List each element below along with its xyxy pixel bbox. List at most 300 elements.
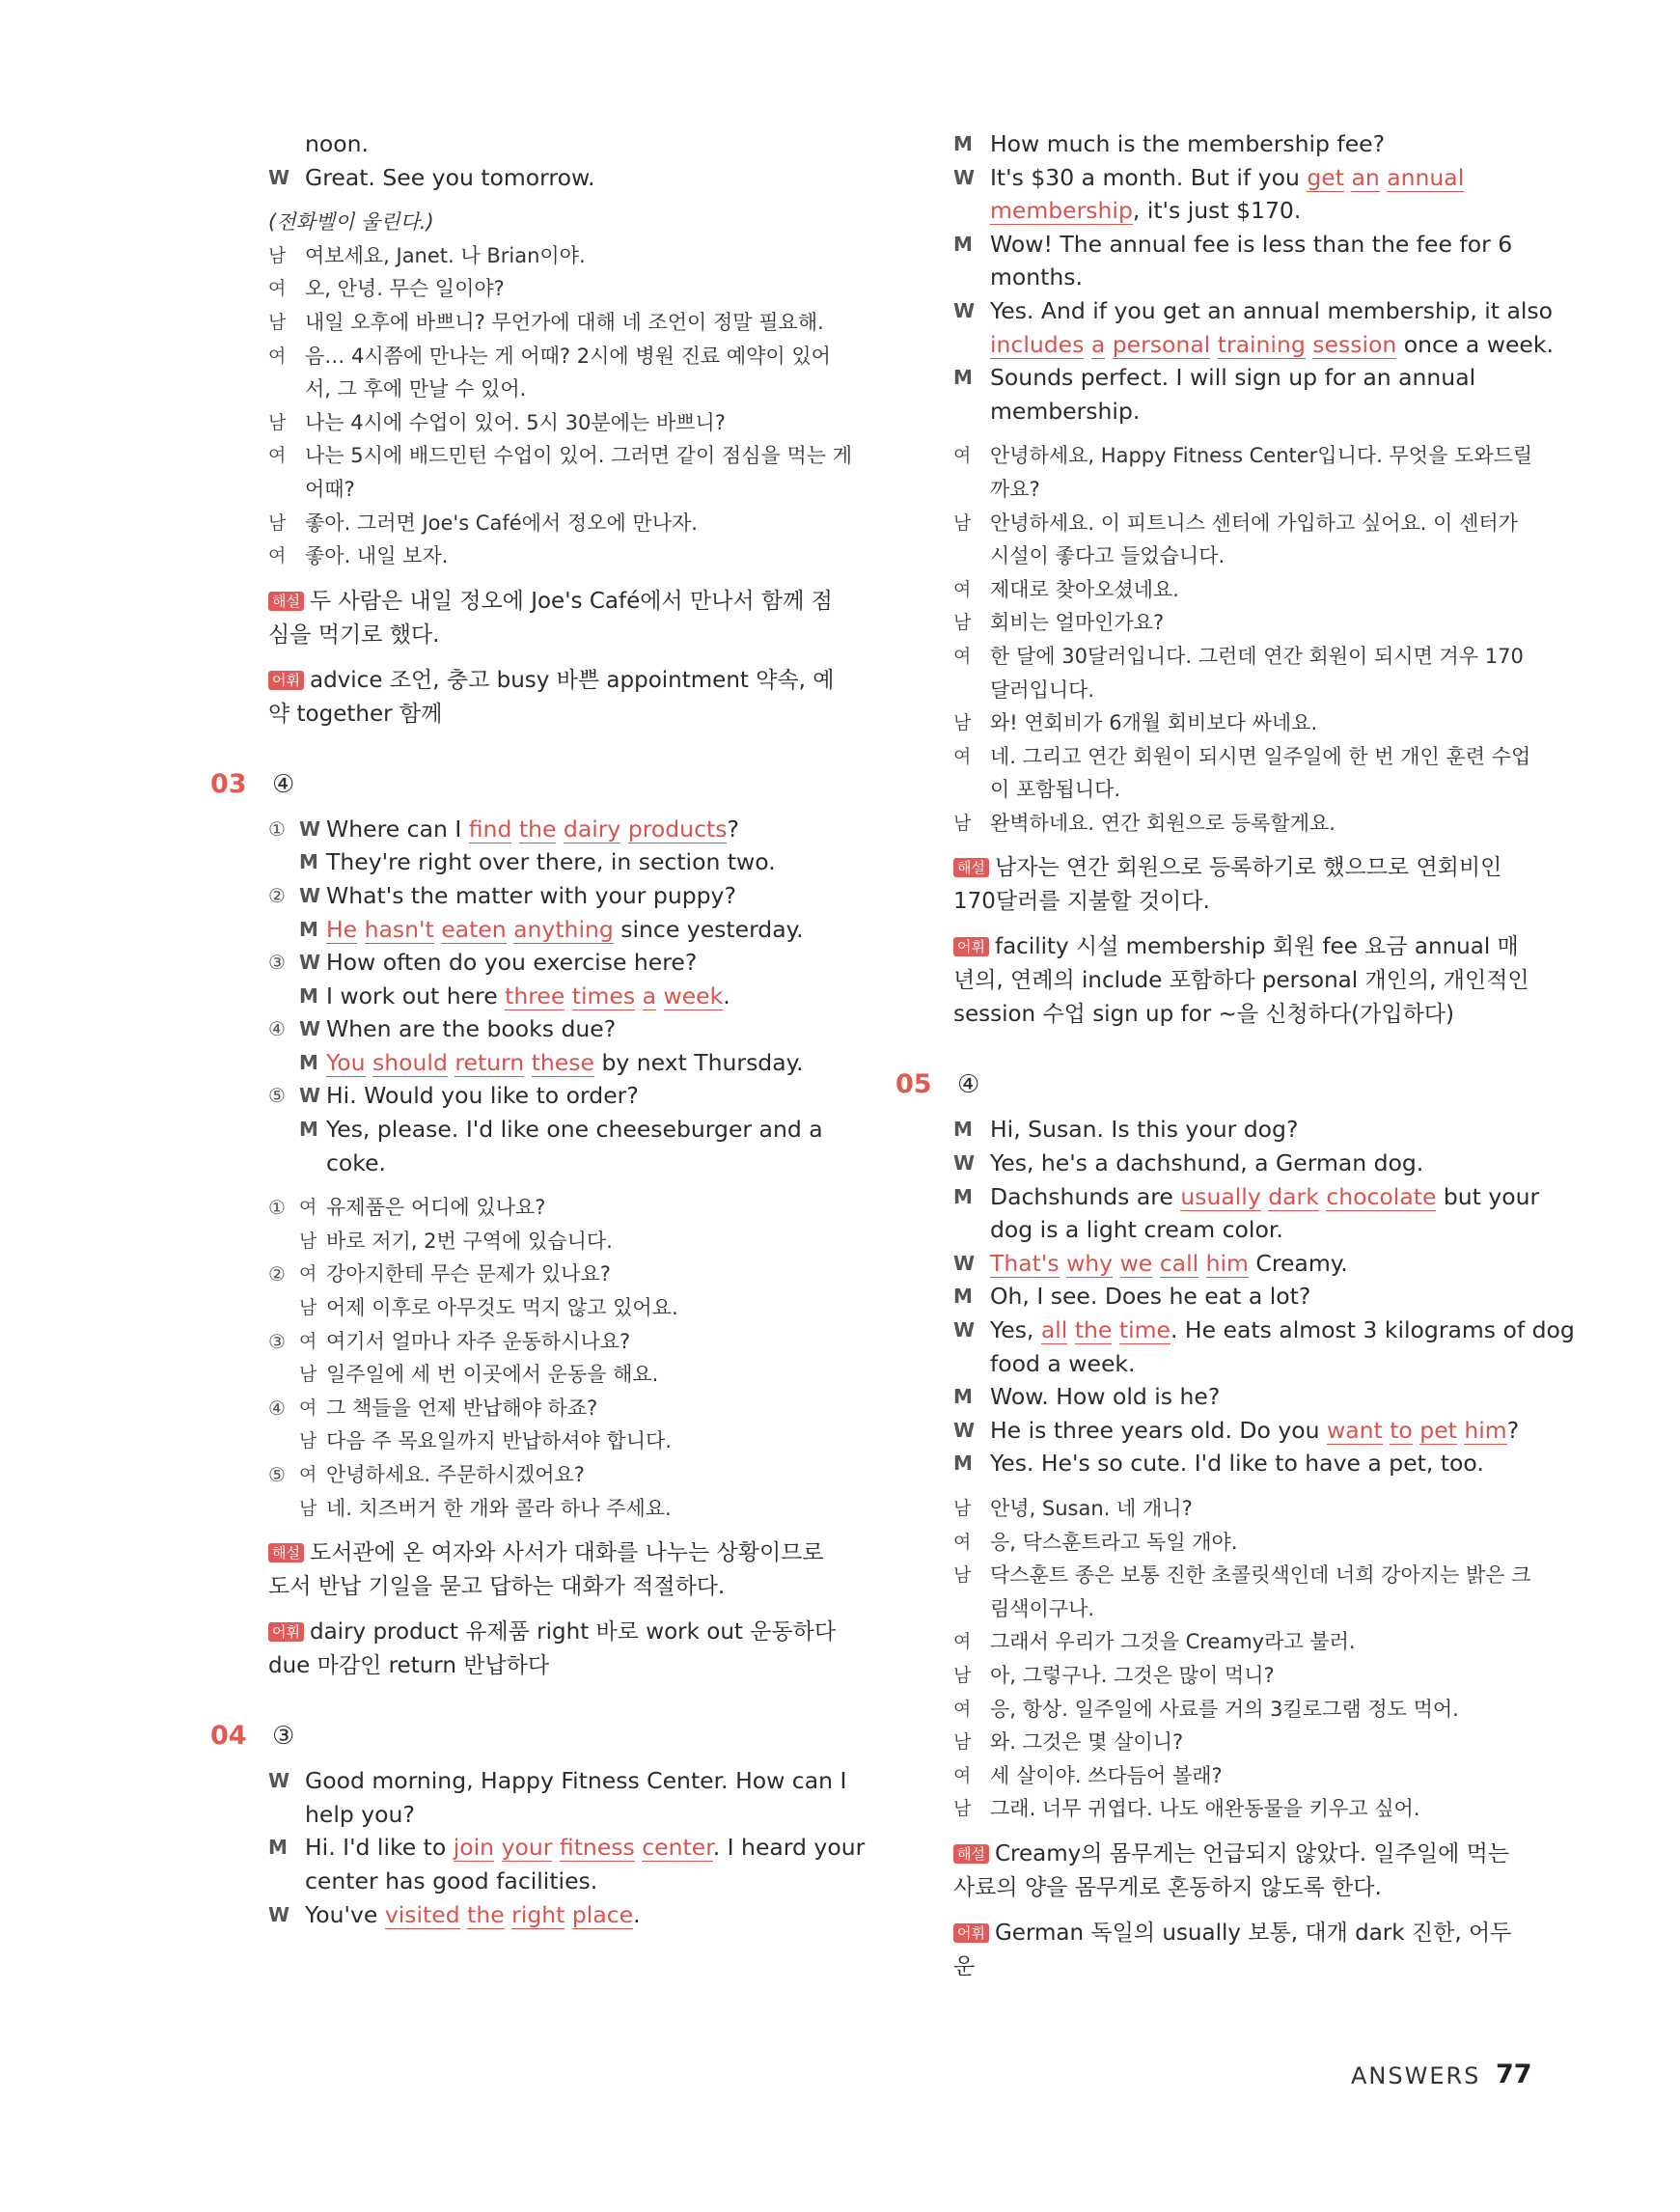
translation-line — [268, 439, 852, 473]
speaker-label: 남 — [953, 812, 972, 834]
line-text: I work out here three times a week. — [326, 982, 730, 1009]
speaker-label: M — [953, 1452, 973, 1476]
translation-line — [268, 1358, 847, 1392]
line-text: Yes. He's so cute. I'd like to have a pet, too. — [990, 1450, 1484, 1478]
fill-in-blank: get — [1307, 163, 1344, 191]
speaker-label: 여 — [953, 1764, 972, 1786]
translation-line — [953, 740, 1532, 774]
line-text: 여보세요, Janet. 나 Brian이야. — [305, 243, 586, 267]
dialogue-line — [268, 1147, 847, 1180]
dialogue-line — [268, 1898, 847, 1932]
speaker-label: W — [953, 1251, 976, 1275]
line-text: (전화벨이 울린다.) — [268, 210, 434, 235]
item-number: ① — [268, 1196, 286, 1220]
translation-line — [268, 406, 847, 440]
fill-in-blank: chocolate — [1326, 1182, 1437, 1210]
translation-line — [268, 272, 847, 306]
note-text: 두 사람은 내일 정오에 Joe's Café에서 만나서 함께 점심을 먹기로 했다. — [268, 588, 833, 648]
fill-in-blank: week — [663, 982, 724, 1009]
translation-line — [953, 1625, 1532, 1659]
dialogue-line — [953, 1113, 1532, 1147]
answer-choice: ③ — [272, 1722, 295, 1752]
fill-in-blank: right — [511, 1900, 565, 1928]
line-text: 좋아. 내일 보자. — [305, 544, 449, 568]
fill-in-blank: join — [453, 1834, 495, 1862]
right-column — [895, 127, 1575, 1984]
speaker-label: M — [299, 850, 318, 874]
translation-line — [268, 340, 847, 373]
line-text: He is three years old. Do you want to pet him? — [990, 1416, 1520, 1444]
line-text: How often do you exercise here? — [326, 949, 698, 977]
dialogue-line — [268, 127, 847, 161]
translation-line — [953, 1526, 1532, 1560]
line-text: 응, 닥스훈트라고 독일 개야. — [990, 1530, 1238, 1554]
dialogue-line — [953, 361, 1532, 395]
line-text: 응, 항상. 일주일에 사료를 거의 3킬로그램 정도 먹어. — [990, 1697, 1459, 1721]
fill-in-blank: should — [372, 1048, 448, 1076]
speaker-label: M — [953, 1118, 973, 1142]
speaker-label: 여 — [268, 545, 287, 567]
line-text: Great. See you tomorrow. — [305, 163, 595, 191]
speaker-label: 여 — [953, 578, 972, 600]
speaker-label: 여 — [268, 445, 287, 467]
speaker-label: W — [953, 298, 976, 322]
note-text: advice 조언, 충고 busy 바쁜 appointment 약속, 예약 together 함께 — [268, 667, 835, 727]
note-vocabulary — [953, 930, 1532, 1032]
speaker-label: 남 — [268, 411, 287, 433]
fill-in-blank: personal — [1112, 330, 1211, 358]
translation-line — [953, 640, 1532, 674]
translation-line — [268, 1191, 847, 1225]
fill-in-blank: products — [627, 815, 728, 843]
speaker-label: 남 — [953, 1664, 972, 1686]
fill-in-blank: want — [1326, 1416, 1383, 1444]
spacer — [953, 428, 1532, 439]
speaker-label: 남 — [268, 311, 287, 333]
translation-line — [953, 473, 1532, 507]
translation-line — [953, 706, 1532, 740]
dialogue-line — [953, 1280, 1532, 1313]
speaker-label: 여 — [953, 1698, 972, 1720]
speaker-label: W — [953, 1151, 976, 1175]
speaker-label: W — [268, 165, 290, 189]
spacer — [268, 194, 847, 206]
line-text: You should return these by next Thursday. — [326, 1048, 804, 1076]
note-vocabulary — [953, 1917, 1532, 1984]
line-text: 그 책들을 언제 반납해야 하죠? — [326, 1396, 598, 1420]
line-text: 유제품은 어디에 있나요? — [326, 1196, 546, 1220]
question-number: 05 — [895, 1069, 932, 1100]
dialogue-line — [953, 161, 1532, 195]
fill-in-blank: usually — [1180, 1182, 1261, 1210]
fill-in-blank: session — [1312, 330, 1397, 358]
line-text: 바로 저기, 2번 구역에 있습니다. — [326, 1229, 613, 1253]
dialogue-line — [268, 980, 847, 1013]
line-text: 제대로 찾아오셨네요. — [990, 577, 1179, 601]
note-tag: 해설 — [268, 592, 304, 611]
speaker-label: W — [953, 1318, 976, 1342]
line-text: membership. — [990, 397, 1141, 425]
translation-line — [268, 539, 847, 573]
dialogue-line — [268, 1831, 866, 1865]
fill-in-blank: anything — [513, 915, 614, 943]
note-explanation — [953, 851, 1532, 919]
fill-in-blank: dark — [1268, 1182, 1319, 1210]
speaker-label: M — [268, 1836, 288, 1860]
line-text: months. — [990, 263, 1083, 291]
fill-in-blank: He — [326, 915, 358, 943]
item-number: ① — [268, 816, 286, 841]
speaker-label: 남 — [299, 1430, 317, 1452]
line-text: 나는 5시에 배드민턴 수업이 있어. 그러면 같이 점심을 먹는 게 — [305, 444, 852, 468]
speaker-label: M — [953, 1385, 973, 1409]
fill-in-blank: return — [454, 1048, 525, 1076]
dialogue-line — [268, 1046, 847, 1080]
line-text: He hasn't eaten anything since yesterday. — [326, 915, 804, 943]
fill-in-blank: place — [571, 1900, 634, 1928]
fill-in-blank: him — [1464, 1416, 1507, 1444]
line-text: Oh, I see. Does he eat a lot? — [990, 1283, 1311, 1311]
fill-in-blank: annual — [1387, 163, 1465, 191]
line-text: 네. 그리고 연간 회원이 되시면 일주일에 한 번 개인 훈련 수업 — [990, 744, 1531, 768]
line-text: help you? — [305, 1800, 415, 1828]
translation-line — [953, 507, 1532, 540]
fill-in-blank: You — [326, 1048, 366, 1076]
line-text: Dachshunds are usually dark chocolate but your — [990, 1182, 1540, 1210]
fill-in-blank: time — [1118, 1316, 1170, 1344]
translation-line — [953, 1659, 1532, 1693]
translation-line — [953, 1726, 1532, 1759]
dialogue-line — [953, 328, 1554, 362]
line-text: 한 달에 30달러입니다. 그런데 연간 회원이 되시면 겨우 170 — [990, 644, 1524, 668]
translation-line — [953, 573, 1532, 607]
item-number: ⑤ — [268, 1084, 286, 1108]
fill-in-blank: find — [468, 815, 512, 843]
dialogue-line — [953, 228, 1532, 262]
translation-line — [953, 1592, 1532, 1626]
speaker-label: 여 — [299, 1263, 317, 1286]
line-text: 세 살이야. 쓰다듬어 볼래? — [990, 1763, 1223, 1787]
answer-choice: ④ — [957, 1070, 980, 1100]
dialogue-line — [953, 127, 1532, 161]
line-text: 안녕하세요. 이 피트니스 센터에 가입하고 싶어요. 이 센터가 — [990, 511, 1518, 535]
speaker-label: W — [953, 1418, 976, 1442]
section-header — [210, 757, 847, 813]
line-text: 완벽하네요. 연간 회원으로 등록할게요. — [990, 811, 1336, 835]
line-text: 나는 4시에 수업이 있어. 5시 30분에는 바쁘니? — [305, 410, 726, 434]
fill-in-blank: pet — [1419, 1416, 1457, 1444]
dialogue-line — [268, 913, 847, 947]
translation-line — [268, 1258, 847, 1291]
dialogue-line — [953, 1180, 1540, 1214]
dialogue-line — [953, 1213, 1532, 1247]
fill-in-blank: a — [642, 982, 657, 1009]
speaker-label: W — [299, 816, 321, 841]
line-text: 달러입니다. — [990, 677, 1095, 702]
translation-line — [268, 1392, 847, 1425]
line-text: 시설이 좋다고 들었습니다. — [990, 544, 1226, 568]
speaker-label: 여 — [953, 1631, 972, 1653]
speaker-label: 여 — [268, 278, 287, 300]
translation-line — [953, 1559, 1532, 1592]
speaker-label: 여 — [299, 1396, 317, 1419]
line-text: 어때? — [305, 477, 355, 501]
note-tag: 어휘 — [953, 937, 989, 956]
line-text: 와. 그것은 몇 살이니? — [990, 1730, 1184, 1755]
translation-line — [953, 773, 1532, 807]
translation-line — [268, 239, 847, 273]
line-text: Wow! The annual fee is less than the fee for 6 — [990, 230, 1513, 258]
speaker-label: 남 — [299, 1497, 317, 1519]
dialogue-line — [953, 395, 1532, 429]
speaker-label: M — [299, 983, 318, 1008]
item-number: ③ — [268, 951, 286, 975]
line-text: 림색이구나. — [990, 1596, 1095, 1620]
spacer — [268, 1525, 847, 1536]
line-text: 그래서 우리가 그것을 Creamy라고 불러. — [990, 1630, 1356, 1654]
spacer — [953, 1032, 1532, 1057]
line-text: Sounds perfect. I will sign up for an annual — [990, 364, 1476, 392]
speaker-label: M — [953, 1285, 973, 1309]
fill-in-blank: membership — [990, 197, 1133, 225]
line-text: 강아지한테 무슨 문제가 있나요? — [326, 1262, 611, 1286]
dialogue-line — [268, 1012, 847, 1046]
note-tag: 해설 — [953, 858, 989, 877]
answer-choice: ④ — [272, 769, 295, 799]
dialogue-line — [953, 1147, 1532, 1180]
fill-in-blank: these — [531, 1048, 594, 1076]
dialogue-line — [268, 1079, 847, 1113]
dialogue-line — [268, 1865, 847, 1898]
speaker-label: 여 — [299, 1464, 317, 1485]
fill-in-blank: all — [1040, 1316, 1068, 1344]
speaker-label: 남 — [953, 1498, 972, 1519]
note-vocabulary — [268, 664, 847, 732]
spacer — [953, 1480, 1532, 1492]
translation-line — [953, 1792, 1532, 1826]
line-text: 그래. 너무 귀엽다. 나도 애완동물을 키우고 싶어. — [990, 1797, 1420, 1821]
dialogue-line — [268, 845, 847, 879]
line-text: 오, 안녕. 무슨 일이야? — [305, 277, 505, 301]
fill-in-blank: eaten — [441, 915, 507, 943]
fill-in-blank: That's — [990, 1249, 1060, 1277]
item-number: ④ — [268, 1396, 286, 1420]
line-text: Hi, Susan. Is this your dog? — [990, 1116, 1299, 1144]
fill-in-blank: visited — [384, 1900, 460, 1928]
line-text: What's the matter with your puppy? — [326, 881, 736, 909]
fill-in-blank: dairy — [563, 815, 621, 843]
line-text: Hi. I'd like to join your fitness center. I heard your — [305, 1834, 866, 1862]
dialogue-line — [268, 161, 847, 195]
speaker-label: M — [299, 917, 318, 941]
dialogue-line — [268, 879, 847, 913]
speaker-label: M — [953, 132, 973, 155]
note-tag: 어휘 — [268, 671, 304, 690]
translation-line — [268, 507, 847, 540]
speaker-label: 남 — [953, 1731, 972, 1754]
section-header — [210, 1708, 847, 1764]
speaker-label: 여 — [953, 1531, 972, 1553]
left-column — [210, 127, 866, 1931]
spacer — [268, 652, 847, 664]
speaker-label: 남 — [953, 712, 972, 734]
line-text: Good morning, Happy Fitness Center. How can I — [305, 1767, 847, 1795]
spacer — [268, 1683, 847, 1708]
speaker-label: W — [268, 1769, 290, 1793]
line-text: center has good facilities. — [305, 1866, 598, 1894]
spacer — [953, 919, 1532, 930]
footer-label: ANSWERS — [1351, 2062, 1481, 2089]
speaker-label: 남 — [268, 244, 287, 266]
dialogue-line — [268, 1764, 847, 1798]
fill-in-blank: times — [571, 982, 636, 1009]
speaker-label: W — [953, 165, 976, 189]
line-text: Yes. And if you get an annual membership, it also — [990, 296, 1554, 324]
speaker-label: 남 — [953, 512, 972, 534]
spacer — [268, 573, 847, 585]
fill-in-blank: an — [1351, 163, 1380, 191]
note-tag: 어휘 — [953, 1923, 989, 1943]
line-text: coke. — [326, 1148, 386, 1176]
speaker-label: 남 — [299, 1297, 317, 1319]
dialogue-line — [268, 813, 847, 846]
dialogue-line — [268, 1113, 847, 1147]
dialogue-line — [268, 1798, 847, 1832]
item-number: ⑤ — [268, 1463, 286, 1486]
line-text: 와! 연회비가 6개월 회비보다 싸네요. — [990, 711, 1318, 735]
note-tag: 해설 — [268, 1543, 304, 1562]
speaker-label: 남 — [268, 512, 287, 534]
speaker-label: 남 — [299, 1230, 317, 1252]
item-number: ④ — [268, 1017, 286, 1041]
line-text: They're right over there, in section two. — [326, 848, 776, 876]
line-text: 안녕, Susan. 네 개니? — [990, 1497, 1193, 1520]
line-text: 안녕하세요. 주문하시겠어요? — [326, 1463, 585, 1486]
speaker-label: 남 — [953, 1564, 972, 1587]
note-tag: 어휘 — [268, 1622, 304, 1642]
translation-line — [268, 1291, 847, 1325]
line-text: dog is a light cream color. — [990, 1216, 1283, 1244]
fill-in-blank: includes — [990, 330, 1085, 358]
translation-line — [268, 206, 847, 239]
line-text: 서, 그 후에 만날 수 있어. — [305, 377, 527, 401]
line-text: noon. — [305, 130, 370, 157]
question-number: 03 — [210, 768, 247, 799]
speaker-label: 여 — [268, 345, 287, 367]
line-text: 일주일에 세 번 이곳에서 운동을 해요. — [326, 1363, 659, 1387]
note-explanation — [268, 1536, 847, 1604]
dialogue-line — [953, 1313, 1575, 1347]
translation-line — [268, 306, 847, 340]
line-text: Yes, all the time. He eats almost 3 kilograms of dog — [990, 1316, 1575, 1344]
translation-line — [953, 606, 1532, 640]
fill-in-blank: why — [1066, 1249, 1114, 1277]
speaker-label: 남 — [299, 1364, 317, 1386]
fill-in-blank: hasn't — [364, 915, 434, 943]
note-vocabulary — [268, 1616, 847, 1683]
translation-line — [953, 439, 1532, 473]
translation-line — [268, 1458, 847, 1492]
line-text: You've visited the right place. — [305, 1900, 641, 1928]
fill-in-blank: call — [1159, 1249, 1199, 1277]
line-text: Where can I find the dairy products? — [326, 815, 739, 843]
line-text: 네. 치즈버거 한 개와 콜라 하나 주세요. — [326, 1496, 672, 1520]
note-text: dairy product 유제품 right 바로 work out 운동하다 due 마감인 return 반납하다 — [268, 1619, 837, 1679]
line-text: It's $30 a month. But if you get an annual — [990, 163, 1465, 191]
dialogue-line — [953, 194, 1532, 228]
line-text: How much is the membership fee? — [990, 130, 1386, 157]
translation-line — [268, 1325, 847, 1359]
speaker-label: M — [299, 1050, 318, 1074]
note-text: German 독일의 usually 보통, 대개 dark 진한, 어두운 — [953, 1920, 1512, 1979]
fill-in-blank: the — [1074, 1316, 1113, 1344]
translation-line — [268, 473, 847, 507]
line-text: When are the books due? — [326, 1015, 617, 1043]
line-text: 내일 오후에 바쁘니? 무언가에 대해 네 조언이 정말 필요해. — [305, 310, 824, 334]
speaker-label: M — [953, 232, 973, 256]
speaker-label: W — [299, 1084, 321, 1108]
line-text: 이 포함됩니다. — [990, 778, 1121, 802]
speaker-label: W — [299, 1017, 321, 1041]
fill-in-blank: center — [642, 1834, 713, 1862]
line-text: Yes, please. I'd like one cheeseburger and a — [326, 1116, 823, 1144]
fill-in-blank: the — [467, 1900, 505, 1928]
translation-line — [953, 1492, 1532, 1526]
note-text: 도서관에 온 여자와 사서가 대화를 나누는 상황이므로 도서 반납 기일을 묻고 답하는 대화가 적절하다. — [268, 1540, 824, 1600]
note-explanation — [268, 585, 847, 652]
speaker-label: M — [953, 1184, 973, 1208]
line-text: 까요? — [990, 477, 1040, 501]
fill-in-blank: training — [1217, 330, 1306, 358]
line-text: 음… 4시쯤에 만나는 게 어때? 2시에 병원 진료 예약이 있어 — [305, 344, 831, 368]
dialogue-line — [953, 261, 1532, 294]
speaker-label: M — [953, 366, 973, 390]
fill-in-blank: him — [1205, 1249, 1249, 1277]
page-number: 77 — [1496, 2060, 1532, 2089]
spacer — [953, 840, 1532, 851]
fill-in-blank: a — [1090, 330, 1106, 358]
fill-in-blank: the — [518, 815, 557, 843]
line-text: Hi. Would you like to order? — [326, 1082, 639, 1110]
dialogue-line — [953, 1414, 1532, 1448]
dialogue-line — [268, 946, 847, 980]
line-text: membership, it's just $170. — [990, 197, 1302, 225]
line-text: That's why we call him Creamy. — [990, 1249, 1348, 1277]
fill-in-blank: three — [505, 982, 565, 1009]
dialogue-line — [953, 1380, 1532, 1414]
line-text: food a week. — [990, 1349, 1136, 1377]
translation-line — [953, 807, 1532, 841]
line-text: 닥스훈트 종은 보통 진한 초콜릿색인데 너희 강아지는 밝은 크 — [990, 1563, 1531, 1588]
note-text: 남자는 연간 회원으로 등록하기로 했으므로 연회비인 170달러를 지불할 것이다. — [953, 855, 1502, 915]
speaker-label: 여 — [953, 645, 972, 667]
note-tag: 해설 — [953, 1844, 989, 1864]
spacer — [268, 1604, 847, 1616]
note-explanation — [953, 1838, 1532, 1905]
spacer — [268, 1179, 847, 1191]
line-text: Yes, he's a dachshund, a German dog. — [990, 1149, 1424, 1177]
question-number: 04 — [210, 1721, 247, 1752]
translation-line — [953, 1759, 1532, 1793]
speaker-label: 여 — [953, 445, 972, 467]
line-text: 회비는 얼마인가요? — [990, 611, 1165, 635]
translation-line — [268, 1225, 847, 1258]
line-text: Wow. How old is he? — [990, 1383, 1221, 1411]
spacer — [268, 732, 847, 757]
speaker-label: M — [299, 1118, 318, 1142]
dialogue-line — [953, 1447, 1532, 1480]
speaker-label: W — [268, 1902, 290, 1926]
